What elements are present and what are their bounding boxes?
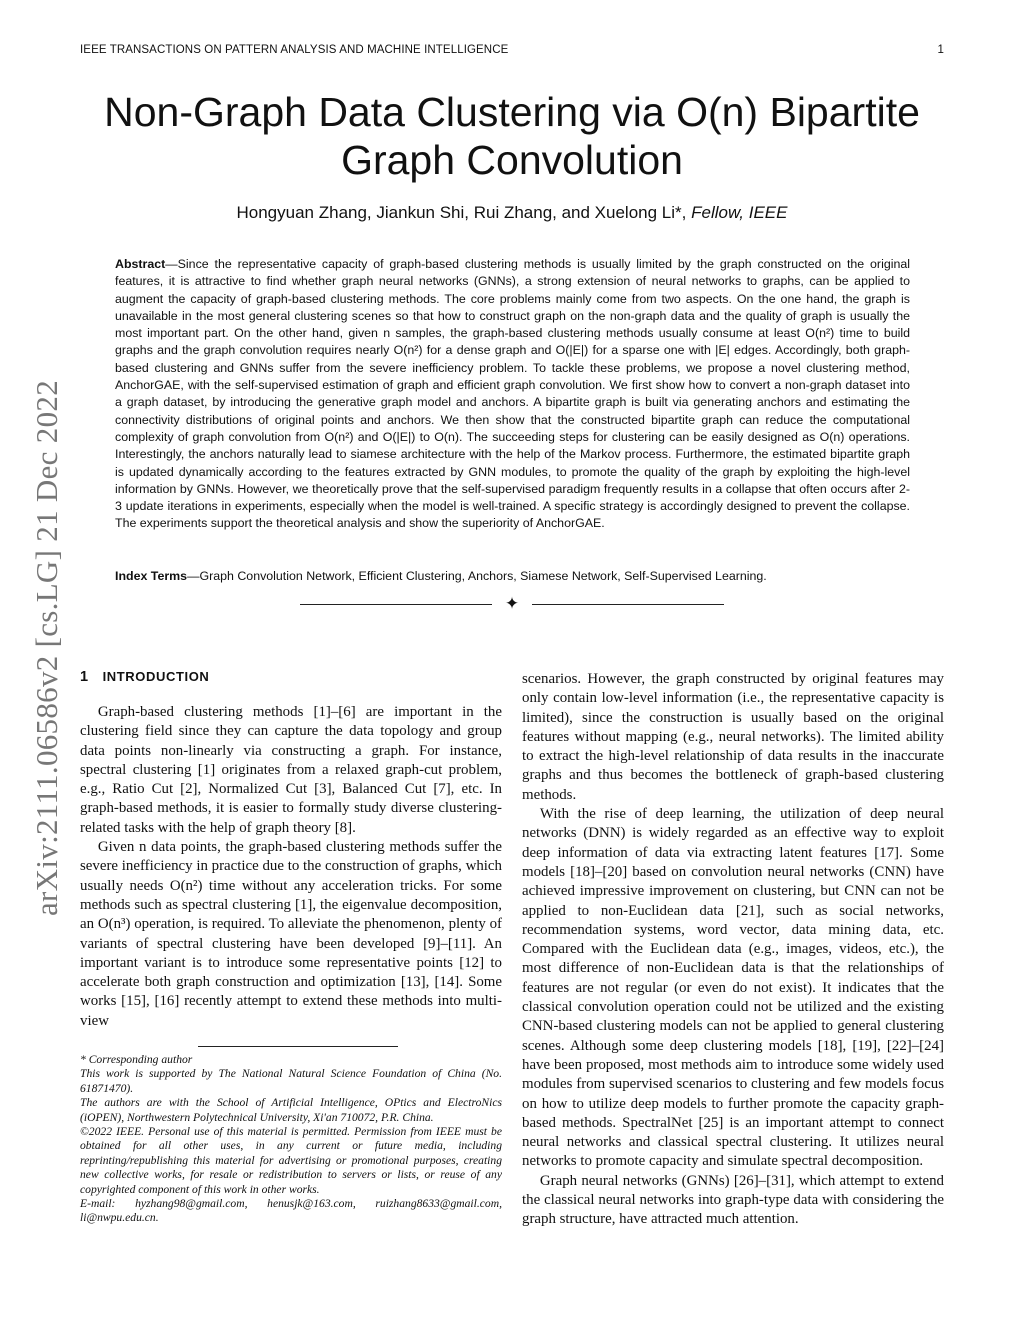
abstract bbox=[115, 256, 910, 533]
divider-line-left bbox=[300, 604, 492, 605]
arxiv-identifier: arXiv:2111.06586v2 [cs.LG] 21 Dec 2022 bbox=[29, 379, 64, 916]
arxiv-sidebar bbox=[24, 350, 70, 945]
author-names: Hongyuan Zhang, Jiankun Shi, Rui Zhang, and Xuelong Li*, bbox=[236, 203, 687, 222]
footnote-rule bbox=[198, 1046, 398, 1047]
section-number: 1 bbox=[80, 669, 89, 685]
section-title: INTRODUCTION bbox=[102, 669, 210, 684]
paper-title: Non-Graph Data Clustering via O(n) Bipartite Graph Convolution bbox=[104, 89, 920, 183]
page-number: 1 bbox=[937, 44, 944, 56]
paragraph: With the rise of deep learning, the utilization of deep neural networks (DNN) is widely regarded as an effective way to exploit deep information of data via extracting latent features [17]. Some models [18]–[20] based on convolution neural networks (CNN) have achieved impressive improvement on clustering, but CNN can not be applied to non-Euclidean data [21], such as social networks, recommendation systems, word vector, data mining data, etc. Compared with the Euclidean data (e.g., images, videos, etc.), the most difference of non-Euclidean data is that the relationships of features are not regular (or even do not exist). It indicates that the classical convolution operation could not be utilized and the existing CNN-based clustering models can not be applied to general clustering scenes. Although some deep clustering models [18], [19], [22]–[24] have been proposed, most methods aim to introduce some widely used modules from supervised scenarios to clustering and few models focus on how to utilize deep models to further promote the capacity graph-based methods. SpectralNet [25] is an important attempt to connect neural networks and classical spectral clustering. It utilizes neural networks to promote capacity and simulate spectral decomposition. bbox=[522, 806, 944, 1170]
author-fellow: Fellow, IEEE bbox=[691, 203, 788, 222]
left-column bbox=[80, 703, 502, 1031]
author-line bbox=[80, 203, 944, 223]
paragraph: scenarios. However, the graph constructed by original features may only contain low-level information (i.e., the representative capacity is limited), since the construction is usually based on the original features without mapping (e.g., neural networks). The limited ability to extract the high-level relationship of data results in the inaccurate graphs and thus becomes the bottleneck of graph-based clustering methods. bbox=[522, 671, 944, 803]
footnote-copyright: ©2022 IEEE. Personal use of this material is permitted. Permission from IEEE must be obtained for all other uses, in any current or future media, including reprinting/republishing this material for advertising or promotional purposes, creating new collective works, for resale or redistribution to servers or lists, or reuse of any copyrighted component of this work in other works. bbox=[80, 1125, 502, 1196]
index-terms-text: —Graph Convolution Network, Efficient Clustering, Anchors, Siamese Network, Self-Supervised Learning. bbox=[187, 569, 767, 583]
paragraph: Graph neural networks (GNNs) [26]–[31], which attempt to extend the classical neural networks into graph-type data with considering the graph structure, have attracted much attention. bbox=[522, 1172, 944, 1228]
section-divider bbox=[300, 594, 724, 614]
paragraph: Given n data points, the graph-based clustering methods suffer the severe inefficiency in practice due to the construction of graphs, which usually needs O(n²) time without any acceleration tricks. For some methods such as spectral clustering [1], the eigenvalue decomposition, an O(n³) operation, is required. To alleviate the phenomenon, plenty of variants of spectral clustering have been developed [9]–[11]. An important variant is to introduce some representative points [12] to accelerate both graph construction and optimization [13], [14]. Some works [15], [16] recently attempt to extend these methods into multi-view bbox=[80, 839, 502, 1029]
running-header bbox=[80, 44, 944, 56]
index-terms bbox=[115, 569, 910, 583]
index-terms-label: Index Terms bbox=[115, 569, 188, 583]
divider-line-right bbox=[532, 604, 724, 605]
divider-star-icon: ✦ bbox=[504, 594, 520, 613]
paragraph: Graph-based clustering methods [1]–[6] are important in the clustering field since they can capture the data topology and group data points non-linearly via constructing a graph. For instance, spectral clustering [1] originates from a relaxed graph-cut problem, e.g., Ratio Cut [2], Normalized Cut [3], Balanced Cut [7], etc. In graph-based methods, it is easier to formally study diverse clustering-related tasks with the help of graph theory [8]. bbox=[80, 704, 502, 836]
footnote-corresponding: * Corresponding author bbox=[80, 1053, 193, 1066]
abstract-label: Abstract bbox=[115, 257, 166, 271]
footnote-affiliation: The authors are with the School of Artificial Intelligence, OPtics and ElectroNics (iOPEN), Northwestern Polytechnical University, Xi'an 710072, P.R. China. bbox=[80, 1096, 502, 1124]
journal-name: IEEE TRANSACTIONS ON PATTERN ANALYSIS AND MACHINE INTELLIGENCE bbox=[80, 44, 509, 56]
footnotes bbox=[80, 1053, 502, 1226]
right-column bbox=[522, 670, 944, 1230]
footnote-funding: This work is supported by The National Natural Science Foundation of China (No. 61871470). bbox=[80, 1067, 502, 1095]
footnote-email: E-mail: hyzhang98@gmail.com, henusjk@163.com, ruizhang8633@gmail.com, li@nwpu.edu.cn. bbox=[80, 1197, 502, 1225]
section-heading bbox=[80, 669, 209, 685]
abstract-text: —Since the representative capacity of graph-based clustering methods is usually limited by the graph constructed on the original features, it is attractive to find whether graph neural networks (GNNs), a strong extension of neural networks to graphs, can be applied to augment the capacity of graph-based clustering methods. The core problems mainly come from two aspects. On the one hand, the graph is unavailable in the most general clustering scenes so that how to construct graph on the non-graph data and the quality of graph is usually the most important part. On the other hand, given n samples, the graph-based clustering methods usually consume at least O(n²) time to build graphs and the graph convolution requires nearly O(n²) for a dense graph and O(|E|) for a sparse one with |E| edges. Accordingly, both graph-based clustering and GNNs suffer from the severe inefficiency problem. To tackle these problems, we propose a novel clustering method, AnchorGAE, with the self-supervised estimation of graph and efficient graph convolution. We first show how to convert a non-graph dataset into a graph dataset, by introducing the generative graph model and anchors. A bipartite graph is built via generating anchors and estimating the connectivity distributions of original points and anchors. We then show that the constructed bipartite graph can reduce the computational complexity of graph convolution from O(n²) and O(|E|) to O(n). The succeeding steps for clustering can be easily designed as O(n) operations. Interestingly, the anchors naturally lead to siamese architecture with the help of the Markov process. Furthermore, the estimated bipartite graph is updated dynamically according to the features extracted by GNN modules, to promote the quality of the graph by exploiting the high-level information by GNNs. However, we theoretically prove that the self-supervised paradigm frequently results in a collapse that often occurs after 2-3 update iterations in experiments, especially when the model is well-trained. A specific strategy is accordingly designed to prevent the collapse. The experiments support the theoretical analysis and show the superiority of AnchorGAE. bbox=[115, 257, 910, 531]
